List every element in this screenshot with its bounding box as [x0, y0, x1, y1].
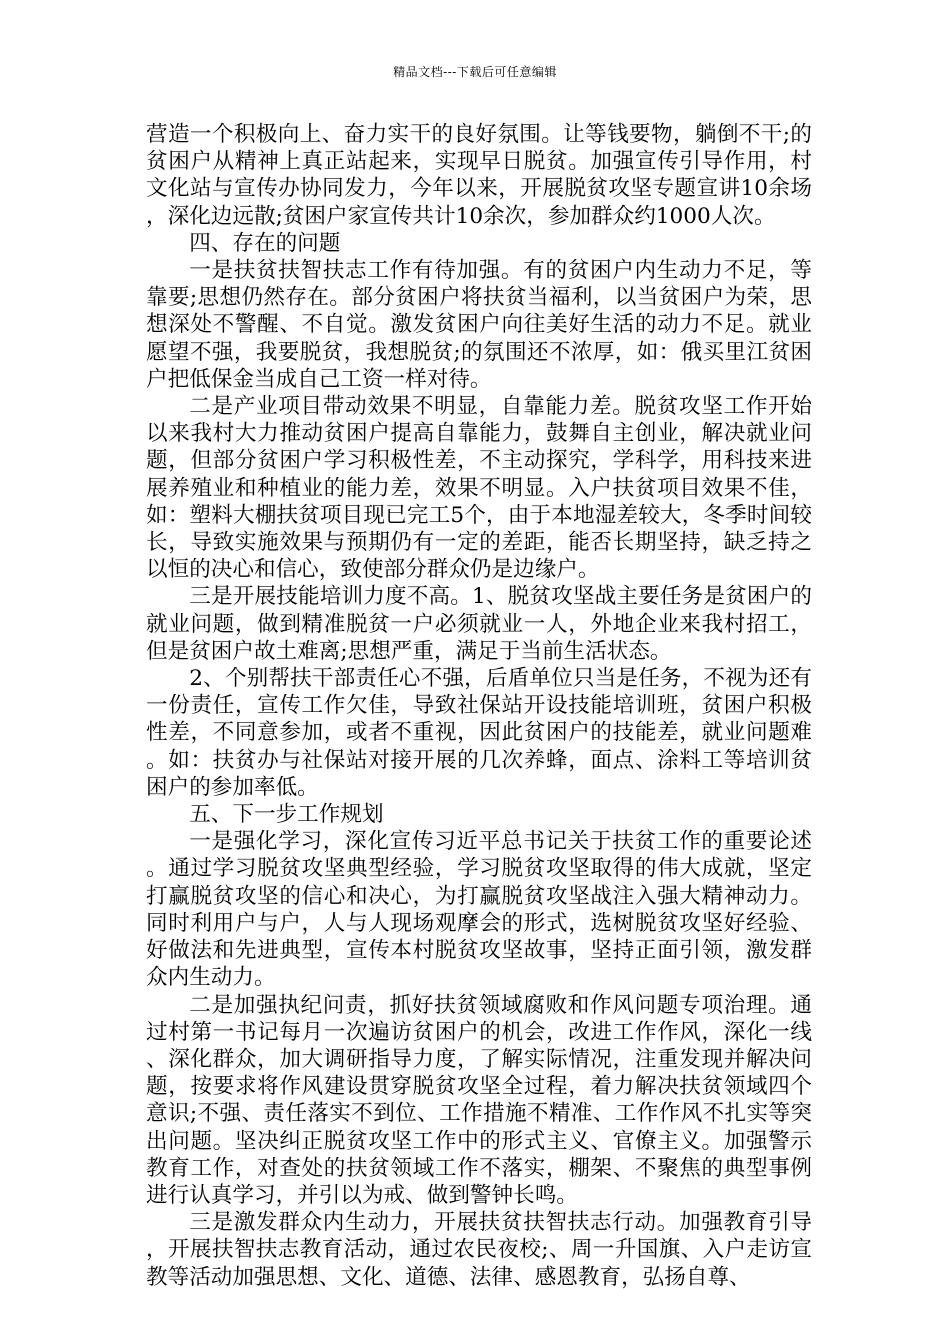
- paragraph: 营造一个积极向上、奋力实干的良好氛围。让等钱要物，躺倒不干;的贫困户从精神上真正站起来，实现早日脱贫。加强宣传引导作用，村文化站与宣传办协同发力，今年以来，开展脱贫攻坚专题宣讲10余场，深化边远散;贫困户家宣传共计10余次，参加群众约1000人次。: [146, 122, 812, 229]
- paragraph: 二是加强执纪问责，抓好扶贫领域腐败和作风问题专项治理。通过村第一书记每月一次遍访贫困户的机会，改进工作作风，深化一线、深化群众，加大调研指导力度，了解实际情况，注重发现并解决问题，按要求将作风建设贯穿脱贫攻坚全过程，着力解决扶贫领域四个意识;不强、责任落实不到位、工作措施不精准、工作作风不扎实等突出问题。坚决纠正脱贫攻坚工作中的形式主义、官僚主义。加强警示教育工作，对查处的扶贫领域工作不落实，棚架、不聚焦的典型事例进行认真学习，并引以为戒、做到警钟长鸣。: [146, 992, 812, 1208]
- paragraph: 二是产业项目带动效果不明显，自靠能力差。脱贫攻坚工作开始以来我村大力推动贫困户提高自靠能力，鼓舞自主创业，解决就业问题，但部分贫困户学习积极性差，不主动探究，学科学，用科技来进展养殖业和种植业的能力差，效果不明显。入户扶贫项目效果不佳，如：塑料大棚扶贫项目现已完工5个，由于本地湿差较大，冬季时间较长，导致实施效果与预期仍有一定的差距，能否长期坚持，缺乏持之以恒的决心和信心，致使部分群众仍是边缘户。: [146, 394, 812, 583]
- document-body: [146, 121, 812, 1291]
- paragraph: 三是开展技能培训力度不高。1、脱贫攻坚战主要任务是贫困户的就业问题，做到精准脱贫一户必须就业一人，外地企业来我村招工，但是贫困户故土难离;思想严重，满足于当前生活状态。: [146, 584, 812, 664]
- paragraph: 三是激发群众内生动力，开展扶贫扶智扶志行动。加强教育引导，开展扶智扶志教育活动，通过农民夜校;、周一升国旗、入户走访宣教等活动加强思想、文化、道德、法律、感恩教育，弘扬自尊、: [146, 1210, 812, 1290]
- section-heading: 五、下一步工作规划: [189, 802, 384, 828]
- section-heading: 四、存在的问题: [189, 230, 341, 256]
- paragraph: 一是扶贫扶智扶志工作有待加强。有的贫困户内生动力不足，等靠要;思想仍然存在。部分贫困户将扶贫当福利，以当贫困户为荣，思想深处不警醒、不自觉。激发贫困户向往美好生活的动力不足。就业愿望不强，我要脱贫，我想脱贫;的氛围还不浓厚，如：俄买里江贫困户把低保金当成自己工资一样对待。: [146, 258, 812, 392]
- paragraph: 2、个别帮扶干部责任心不强，后盾单位只当是任务，不视为还有一份责任，宣传工作欠佳，导致社保站开设技能培训班，贫困户积极性差，不同意参加，或者不重视，因此贫困户的技能差，就业问题难。如：扶贫办与社保站对接开展的几次养蜂，面点、涂料工等培训贫困户的参加率低。: [146, 666, 812, 800]
- page-header: 精品文档---下载后可任意编辑: [393, 65, 557, 79]
- paragraph: 一是强化学习，深化宣传习近平总书记关于扶贫工作的重要论述。通过学习脱贫攻坚典型经验，学习脱贫攻坚取得的伟大成就，坚定打赢脱贫攻坚的信心和决心，为打赢脱贫攻坚战注入强大精神动力。同时利用户与户，人与人现场观摩会的形式，选树脱贫攻坚好经验、好做法和先进典型，宣传本村脱贫攻坚故事，坚持正面引领，激发群众内生动力。: [146, 829, 812, 991]
